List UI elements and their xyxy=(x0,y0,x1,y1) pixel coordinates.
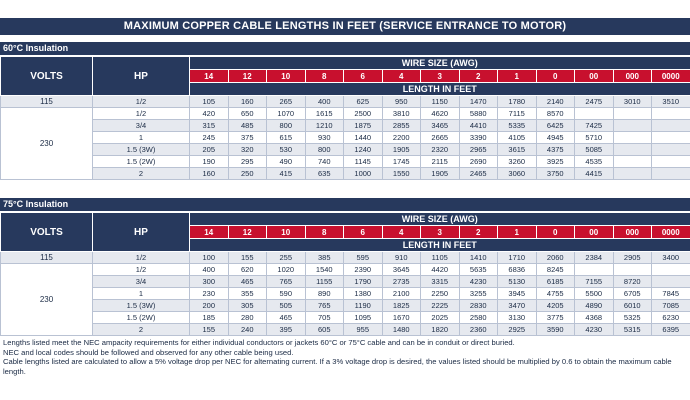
length-cell: 205 xyxy=(190,144,229,156)
wire-size-cell: 3 xyxy=(421,226,460,239)
length-cell: 400 xyxy=(190,264,229,276)
length-cell: 590 xyxy=(267,288,306,300)
length-cell: 6010 xyxy=(613,300,652,312)
length-cell: 620 xyxy=(228,264,267,276)
wire-size-cell: 0 xyxy=(536,226,575,239)
length-cell: 2250 xyxy=(421,288,460,300)
hp-cell: 1.5 (3W) xyxy=(93,300,190,312)
volts-cell: 115 xyxy=(1,96,93,108)
length-cell: 420 xyxy=(190,108,229,120)
main-title: MAXIMUM COPPER CABLE LENGTHS IN FEET (SERVICE ENTRANCE TO MOTOR) xyxy=(0,18,690,35)
length-cell: 465 xyxy=(228,276,267,288)
length-cell: 1790 xyxy=(344,276,383,288)
wire-size-cell: 2 xyxy=(459,70,498,83)
wire-size-cell: 0000 xyxy=(652,226,690,239)
wire-size-cell: 0 xyxy=(536,70,575,83)
length-cell: 1540 xyxy=(305,264,344,276)
length-cell xyxy=(652,264,690,276)
wire-size-cell: 3 xyxy=(421,70,460,83)
table-row xyxy=(1,168,690,180)
length-cell: 2925 xyxy=(498,324,537,336)
length-cell: 100 xyxy=(190,252,229,264)
length-cell: 3260 xyxy=(498,156,537,168)
length-cell: 2465 xyxy=(459,168,498,180)
length-cell: 2140 xyxy=(536,96,575,108)
length-cell: 105 xyxy=(190,96,229,108)
length-cell: 6425 xyxy=(536,120,575,132)
length-cell: 3465 xyxy=(421,120,460,132)
footnote: Cable lengths listed are calculated to allow a 5% voltage drop per NEC for alternating current. If a 3% voltage drop is desired, the values listed should be multiplied by 0.6 to obtain the maximum cable length. xyxy=(3,357,672,376)
length-cell: 595 xyxy=(344,252,383,264)
table-row xyxy=(1,156,690,168)
length-cell: 1875 xyxy=(344,120,383,132)
length-cell: 2855 xyxy=(382,120,421,132)
length-cell xyxy=(613,132,652,144)
length-cell: 4420 xyxy=(421,264,460,276)
table-row xyxy=(1,252,690,264)
length-cell: 7845 xyxy=(652,288,690,300)
length-cell xyxy=(613,108,652,120)
length-cell: 5880 xyxy=(459,108,498,120)
length-cell: 955 xyxy=(344,324,383,336)
footnotes xyxy=(3,338,683,376)
length-cell: 375 xyxy=(228,132,267,144)
length-cell: 300 xyxy=(190,276,229,288)
length-cell: 8245 xyxy=(536,264,575,276)
wire-size-cell: 10 xyxy=(267,226,306,239)
hp-cell: 1 xyxy=(93,132,190,144)
length-cell: 3390 xyxy=(459,132,498,144)
length-cell: 800 xyxy=(305,144,344,156)
hp-cell: 3/4 xyxy=(93,276,190,288)
length-cell xyxy=(652,168,690,180)
footnote: NEC and local codes should be followed and observed for any other cable being used. xyxy=(3,347,294,357)
length-cell: 5335 xyxy=(498,120,537,132)
length-cell xyxy=(613,120,652,132)
length-cell: 2690 xyxy=(459,156,498,168)
length-cell: 1745 xyxy=(382,156,421,168)
section-title: 60°C Insulation xyxy=(0,42,690,55)
length-cell: 2320 xyxy=(421,144,460,156)
length-cell: 505 xyxy=(267,300,306,312)
length-cell: 465 xyxy=(267,312,306,324)
length-cell xyxy=(652,156,690,168)
length-cell: 5500 xyxy=(575,288,614,300)
table-row xyxy=(1,120,690,132)
volts-header: VOLTS xyxy=(1,213,93,252)
length-cell: 2225 xyxy=(421,300,460,312)
length-cell: 385 xyxy=(305,252,344,264)
length-cell: 3810 xyxy=(382,108,421,120)
table-row xyxy=(1,276,690,288)
length-table xyxy=(0,56,690,180)
length-cell: 7425 xyxy=(575,120,614,132)
length-cell: 6185 xyxy=(536,276,575,288)
length-cell: 625 xyxy=(344,96,383,108)
wire-size-cell: 2 xyxy=(459,226,498,239)
wire-size-cell: 00 xyxy=(575,70,614,83)
length-cell: 1820 xyxy=(421,324,460,336)
length-cell: 2060 xyxy=(536,252,575,264)
length-cell: 4230 xyxy=(575,324,614,336)
table-row xyxy=(1,96,690,108)
length-cell: 2115 xyxy=(421,156,460,168)
length-cell: 2965 xyxy=(459,144,498,156)
length-cell: 3925 xyxy=(536,156,575,168)
length-cell: 765 xyxy=(305,300,344,312)
length-cell: 5130 xyxy=(498,276,537,288)
length-cell: 5315 xyxy=(613,324,652,336)
table-row xyxy=(1,312,690,324)
length-cell: 320 xyxy=(228,144,267,156)
length-cell: 635 xyxy=(305,168,344,180)
length-cell xyxy=(613,264,652,276)
length-cell: 4890 xyxy=(575,300,614,312)
length-cell: 1155 xyxy=(305,276,344,288)
length-cell: 2475 xyxy=(575,96,614,108)
wire-size-header: WIRE SIZE (AWG) xyxy=(190,213,690,226)
length-cell: 1480 xyxy=(382,324,421,336)
length-cell: 2200 xyxy=(382,132,421,144)
length-cell: 8570 xyxy=(536,108,575,120)
length-cell: 3400 xyxy=(652,252,690,264)
length-cell: 6230 xyxy=(652,312,690,324)
length-cell: 530 xyxy=(267,144,306,156)
length-cell: 1190 xyxy=(344,300,383,312)
wire-size-cell: 4 xyxy=(382,226,421,239)
table-row xyxy=(1,324,690,336)
wire-size-cell: 12 xyxy=(228,70,267,83)
table-row xyxy=(1,288,690,300)
length-cell: 1825 xyxy=(382,300,421,312)
length-cell: 240 xyxy=(228,324,267,336)
length-cell: 395 xyxy=(267,324,306,336)
length-cell: 2025 xyxy=(421,312,460,324)
length-cell: 5635 xyxy=(459,264,498,276)
length-cell: 950 xyxy=(382,96,421,108)
volts-header: VOLTS xyxy=(1,57,93,96)
length-cell: 3615 xyxy=(498,144,537,156)
length-cell: 4415 xyxy=(575,168,614,180)
length-cell: 910 xyxy=(382,252,421,264)
wire-size-cell: 0000 xyxy=(652,70,690,83)
length-cell xyxy=(652,108,690,120)
hp-cell: 1 xyxy=(93,288,190,300)
length-cell: 8720 xyxy=(613,276,652,288)
length-cell: 3315 xyxy=(421,276,460,288)
hp-cell: 1.5 (2W) xyxy=(93,156,190,168)
length-cell xyxy=(652,276,690,288)
length-cell xyxy=(613,168,652,180)
length-cell: 1410 xyxy=(459,252,498,264)
hp-cell: 2 xyxy=(93,324,190,336)
length-cell: 3470 xyxy=(498,300,537,312)
length-cell: 6836 xyxy=(498,264,537,276)
length-cell: 1070 xyxy=(267,108,306,120)
table-row xyxy=(1,108,690,120)
length-cell: 160 xyxy=(228,96,267,108)
length-cell xyxy=(613,144,652,156)
length-cell: 4375 xyxy=(536,144,575,156)
length-cell: 4620 xyxy=(421,108,460,120)
length-cell: 1670 xyxy=(382,312,421,324)
table-row xyxy=(1,132,690,144)
length-cell xyxy=(652,120,690,132)
length-cell: 5085 xyxy=(575,144,614,156)
length-cell: 7085 xyxy=(652,300,690,312)
length-cell: 7155 xyxy=(575,276,614,288)
length-cell: 160 xyxy=(190,168,229,180)
length-cell: 2390 xyxy=(344,264,383,276)
length-cell: 1440 xyxy=(344,132,383,144)
wire-size-header: WIRE SIZE (AWG) xyxy=(190,57,690,70)
length-cell: 4230 xyxy=(459,276,498,288)
section-title: 75°C Insulation xyxy=(0,198,690,211)
volts-cell: 230 xyxy=(1,108,93,180)
wire-size-cell: 14 xyxy=(190,70,229,83)
length-cell: 315 xyxy=(190,120,229,132)
hp-header: HP xyxy=(93,57,190,96)
hp-cell: 2 xyxy=(93,168,190,180)
hp-cell: 1/2 xyxy=(93,264,190,276)
length-header: LENGTH IN FEET xyxy=(190,239,690,252)
length-cell: 3060 xyxy=(498,168,537,180)
length-cell xyxy=(575,108,614,120)
length-cell: 2100 xyxy=(382,288,421,300)
length-cell: 4410 xyxy=(459,120,498,132)
length-cell: 650 xyxy=(228,108,267,120)
table-row xyxy=(1,300,690,312)
length-cell: 930 xyxy=(305,132,344,144)
length-cell: 3775 xyxy=(536,312,575,324)
length-table xyxy=(0,212,690,336)
length-cell: 1550 xyxy=(382,168,421,180)
wire-size-cell: 000 xyxy=(613,70,652,83)
length-cell: 5325 xyxy=(613,312,652,324)
length-cell: 295 xyxy=(228,156,267,168)
length-cell: 3510 xyxy=(652,96,690,108)
hp-cell: 1/2 xyxy=(93,96,190,108)
length-cell: 6395 xyxy=(652,324,690,336)
length-cell: 1905 xyxy=(421,168,460,180)
length-cell: 4945 xyxy=(536,132,575,144)
length-cell: 1210 xyxy=(305,120,344,132)
length-cell: 305 xyxy=(228,300,267,312)
length-cell: 4105 xyxy=(498,132,537,144)
length-cell: 615 xyxy=(267,132,306,144)
table-row xyxy=(1,264,690,276)
length-cell: 800 xyxy=(267,120,306,132)
length-cell: 2905 xyxy=(613,252,652,264)
length-cell: 415 xyxy=(267,168,306,180)
length-cell: 3750 xyxy=(536,168,575,180)
hp-cell: 3/4 xyxy=(93,120,190,132)
wire-size-cell: 6 xyxy=(344,70,383,83)
length-cell: 4368 xyxy=(575,312,614,324)
length-cell: 7115 xyxy=(498,108,537,120)
length-cell: 1470 xyxy=(459,96,498,108)
volts-cell: 115 xyxy=(1,252,93,264)
wire-size-cell: 4 xyxy=(382,70,421,83)
wire-size-cell: 00 xyxy=(575,226,614,239)
length-cell: 2500 xyxy=(344,108,383,120)
length-cell: 280 xyxy=(228,312,267,324)
length-cell: 2665 xyxy=(421,132,460,144)
length-cell: 1905 xyxy=(382,144,421,156)
length-cell: 890 xyxy=(305,288,344,300)
length-cell: 605 xyxy=(305,324,344,336)
length-cell: 3645 xyxy=(382,264,421,276)
hp-cell: 1/2 xyxy=(93,252,190,264)
wire-size-cell: 10 xyxy=(267,70,306,83)
length-cell: 2384 xyxy=(575,252,614,264)
length-header: LENGTH IN FEET xyxy=(190,83,690,96)
length-cell: 4205 xyxy=(536,300,575,312)
length-cell: 1095 xyxy=(344,312,383,324)
length-cell: 2360 xyxy=(459,324,498,336)
wire-size-cell: 1 xyxy=(498,70,537,83)
length-cell: 4755 xyxy=(536,288,575,300)
hp-header: HP xyxy=(93,213,190,252)
length-cell: 255 xyxy=(267,252,306,264)
wire-size-cell: 6 xyxy=(344,226,383,239)
length-cell: 1615 xyxy=(305,108,344,120)
length-cell: 3590 xyxy=(536,324,575,336)
length-cell: 705 xyxy=(305,312,344,324)
wire-size-cell: 1 xyxy=(498,226,537,239)
volts-cell: 230 xyxy=(1,264,93,336)
length-cell: 1020 xyxy=(267,264,306,276)
footnote: Lengths listed meet the NEC ampacity requirements for either individual conductors or jackets 60°C or 75°C cable and can be in conduit or direct buried. xyxy=(3,338,515,347)
wire-size-cell: 000 xyxy=(613,226,652,239)
length-cell: 3010 xyxy=(613,96,652,108)
length-cell: 3945 xyxy=(498,288,537,300)
length-cell: 190 xyxy=(190,156,229,168)
length-cell xyxy=(575,264,614,276)
length-cell: 1380 xyxy=(344,288,383,300)
table-row xyxy=(1,144,690,156)
hp-cell: 1.5 (2W) xyxy=(93,312,190,324)
length-cell: 740 xyxy=(305,156,344,168)
wire-size-cell: 8 xyxy=(305,226,344,239)
length-cell: 3255 xyxy=(459,288,498,300)
length-cell: 1710 xyxy=(498,252,537,264)
length-cell: 1000 xyxy=(344,168,383,180)
length-cell xyxy=(652,144,690,156)
length-cell: 765 xyxy=(267,276,306,288)
length-cell: 1240 xyxy=(344,144,383,156)
length-cell: 2830 xyxy=(459,300,498,312)
length-cell: 1145 xyxy=(344,156,383,168)
wire-size-cell: 14 xyxy=(190,226,229,239)
length-cell: 5710 xyxy=(575,132,614,144)
length-cell xyxy=(652,132,690,144)
length-cell: 2580 xyxy=(459,312,498,324)
length-cell: 1780 xyxy=(498,96,537,108)
length-cell: 4535 xyxy=(575,156,614,168)
length-cell: 155 xyxy=(228,252,267,264)
length-cell: 245 xyxy=(190,132,229,144)
length-cell: 265 xyxy=(267,96,306,108)
length-cell: 230 xyxy=(190,288,229,300)
length-cell: 155 xyxy=(190,324,229,336)
length-cell: 200 xyxy=(190,300,229,312)
length-cell: 355 xyxy=(228,288,267,300)
length-cell: 2735 xyxy=(382,276,421,288)
length-cell: 490 xyxy=(267,156,306,168)
length-cell xyxy=(613,156,652,168)
length-cell: 185 xyxy=(190,312,229,324)
length-cell: 1150 xyxy=(421,96,460,108)
length-cell: 1105 xyxy=(421,252,460,264)
length-cell: 400 xyxy=(305,96,344,108)
wire-size-cell: 8 xyxy=(305,70,344,83)
wire-size-cell: 12 xyxy=(228,226,267,239)
length-cell: 250 xyxy=(228,168,267,180)
hp-cell: 1/2 xyxy=(93,108,190,120)
hp-cell: 1.5 (3W) xyxy=(93,144,190,156)
length-cell: 485 xyxy=(228,120,267,132)
length-cell: 3130 xyxy=(498,312,537,324)
length-cell: 6705 xyxy=(613,288,652,300)
